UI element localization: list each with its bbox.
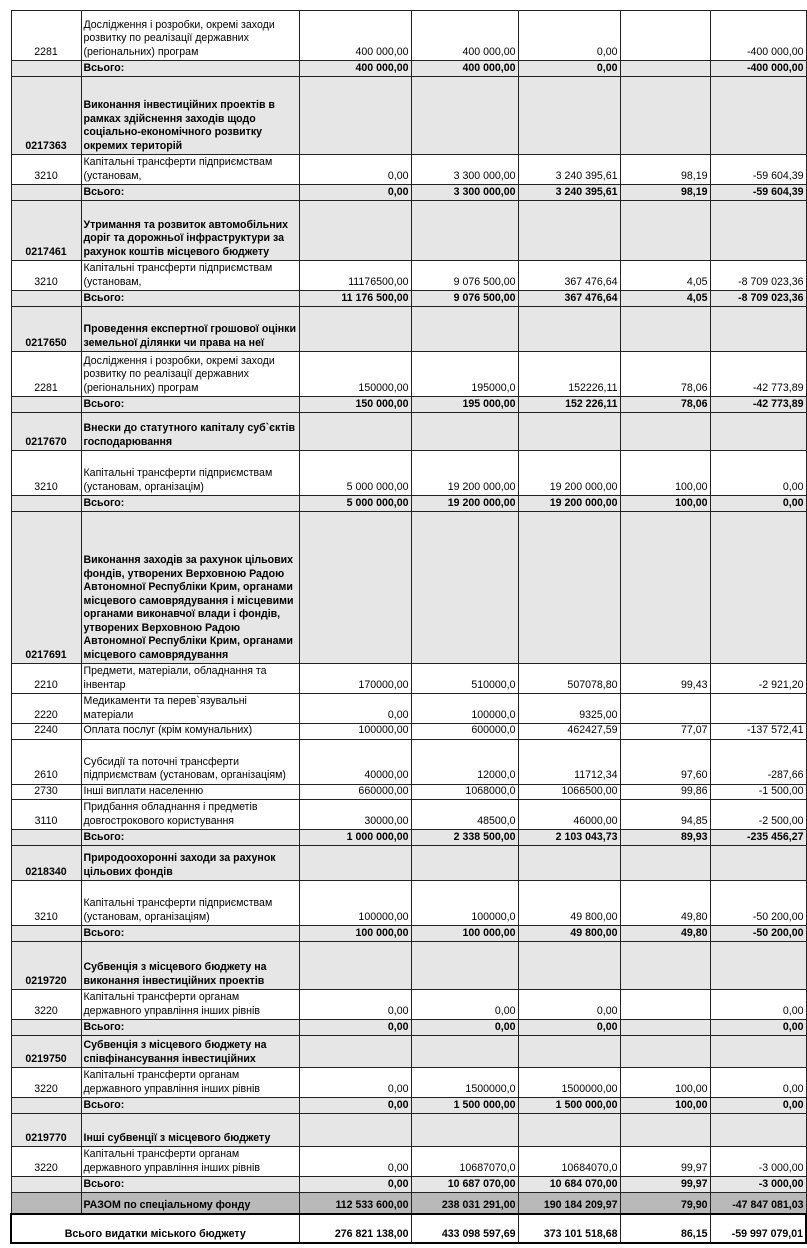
empty-cell <box>518 1114 620 1147</box>
empty-cell <box>299 942 411 990</box>
adjusted-plan-value: 9 076 500,00 <box>411 291 518 307</box>
expense-name: Капітальні трансферти органам державного управління інших рівнів <box>81 1068 299 1098</box>
empty-cell <box>620 512 710 664</box>
program-name: Проведення експертної грошової оцінки земельної ділянки чи права на неї <box>81 307 299 352</box>
program-code: 0217363 <box>11 77 81 155</box>
empty-cell <box>411 413 518 451</box>
percent-value: 4,05 <box>620 291 710 307</box>
adjusted-plan-value: 100000,0 <box>411 694 518 724</box>
percent-value: 49,80 <box>620 881 710 926</box>
expense-row <box>11 261 806 291</box>
plan-value: 0,00 <box>299 694 411 724</box>
row-code <box>11 496 81 512</box>
adjusted-plan-value: 400 000,00 <box>411 61 518 77</box>
empty-cell <box>518 413 620 451</box>
subtotal-row <box>11 1020 806 1036</box>
row-label: Всього: <box>81 926 299 942</box>
percent-value: 100,00 <box>620 1098 710 1114</box>
program-name: Субвенція з місцевого бюджету на виконання інвестиційних проектів <box>81 942 299 990</box>
actual-value: 0,00 <box>518 1020 620 1036</box>
adjusted-plan-value: 48500,0 <box>411 800 518 830</box>
deviation-value: -3 000,00 <box>710 1177 806 1193</box>
empty-cell <box>518 307 620 352</box>
expense-row <box>11 881 806 926</box>
empty-cell <box>710 413 806 451</box>
empty-cell <box>299 1114 411 1147</box>
percent-value: 49,80 <box>620 926 710 942</box>
actual-value: 0,00 <box>518 990 620 1020</box>
kekv-code: 2281 <box>11 11 81 61</box>
kekv-code: 2730 <box>11 784 81 800</box>
actual-value: 373 101 518,68 <box>518 1214 620 1243</box>
expenditure-table <box>10 10 807 1244</box>
program-code: 0217691 <box>11 512 81 664</box>
expense-row <box>11 451 806 496</box>
percent-value: 77,07 <box>620 724 710 740</box>
expense-name: Придбання обладнання і предметів довгострокового користування <box>81 800 299 830</box>
empty-cell <box>620 942 710 990</box>
plan-value: 5 000 000,00 <box>299 496 411 512</box>
program-code: 0218340 <box>11 846 81 881</box>
empty-cell <box>518 942 620 990</box>
subtotal-row <box>11 185 806 201</box>
actual-value: 11712,34 <box>518 739 620 784</box>
adjusted-plan-value: 19 200 000,00 <box>411 496 518 512</box>
program-group-row <box>11 942 806 990</box>
plan-value: 150 000,00 <box>299 397 411 413</box>
program-name: Інші субвенції з місцевого бюджету <box>81 1114 299 1147</box>
row-label: Всього: <box>81 397 299 413</box>
program-group-row <box>11 846 806 881</box>
empty-cell <box>411 846 518 881</box>
deviation-value: -400 000,00 <box>710 61 806 77</box>
kekv-code: 3210 <box>11 881 81 926</box>
plan-value: 170000,00 <box>299 664 411 694</box>
subtotal-row <box>11 830 806 846</box>
plan-value: 40000,00 <box>299 739 411 784</box>
program-code: 0219720 <box>11 942 81 990</box>
adjusted-plan-value: 9 076 500,00 <box>411 261 518 291</box>
empty-cell <box>411 201 518 261</box>
adjusted-plan-value: 600000,0 <box>411 724 518 740</box>
actual-value: 49 800,00 <box>518 926 620 942</box>
kekv-code: 3220 <box>11 990 81 1020</box>
expense-name: Дослідження і розробки, окремі заходи розвитку по реалізації державних (регіональних) програм <box>81 11 299 61</box>
expense-name: Предмети, матеріали, обладнання та інвентар <box>81 664 299 694</box>
deviation-value: -137 572,41 <box>710 724 806 740</box>
empty-cell <box>710 942 806 990</box>
percent-value: 4,05 <box>620 261 710 291</box>
expense-name: Капітальні трансферти органам державного управління інших рівнів <box>81 1147 299 1177</box>
program-name: Утримання та розвиток автомобільних доріг та дорожньої інфраструктури за рахунок коштів місцевого бюджету <box>81 201 299 261</box>
plan-value: 276 821 138,00 <box>299 1214 411 1243</box>
plan-value: 0,00 <box>299 155 411 185</box>
actual-value: 9325,00 <box>518 694 620 724</box>
kekv-code: 2610 <box>11 739 81 784</box>
table-body <box>11 11 806 1244</box>
program-group-row <box>11 77 806 155</box>
row-code <box>11 926 81 942</box>
program-code: 0219770 <box>11 1114 81 1147</box>
expense-name: Дослідження і розробки, окремі заходи розвитку по реалізації державних (регіональних) програм <box>81 352 299 397</box>
percent-value: 99,97 <box>620 1177 710 1193</box>
plan-value: 1 000 000,00 <box>299 830 411 846</box>
percent-value: 86,15 <box>620 1214 710 1243</box>
plan-value: 0,00 <box>299 1068 411 1098</box>
row-code <box>11 291 81 307</box>
plan-value: 0,00 <box>299 1020 411 1036</box>
program-name: Виконання інвестиційних проектів в рамках здійснення заходів щодо соціально-економічного розвитку окремих територій <box>81 77 299 155</box>
kekv-code: 2281 <box>11 352 81 397</box>
program-name: Природоохоронні заходи за рахунок цільових фондів <box>81 846 299 881</box>
adjusted-plan-value: 10 687 070,00 <box>411 1177 518 1193</box>
row-code <box>11 1020 81 1036</box>
program-group-row <box>11 201 806 261</box>
expense-name: Медикаменти та перев`язувальні матеріали <box>81 694 299 724</box>
plan-value: 400 000,00 <box>299 61 411 77</box>
empty-cell <box>411 77 518 155</box>
percent-value: 99,43 <box>620 664 710 694</box>
program-group-row <box>11 413 806 451</box>
plan-value: 100000,00 <box>299 724 411 740</box>
deviation-value: -3 000,00 <box>710 1147 806 1177</box>
empty-cell <box>518 77 620 155</box>
expense-row <box>11 352 806 397</box>
plan-value: 11176500,00 <box>299 261 411 291</box>
deviation-value: -42 773,89 <box>710 397 806 413</box>
plan-value: 400 000,00 <box>299 11 411 61</box>
deviation-value: 0,00 <box>710 451 806 496</box>
deviation-value: -59 997 079,01 <box>710 1214 806 1243</box>
adjusted-plan-value: 3 300 000,00 <box>411 155 518 185</box>
plan-value: 0,00 <box>299 990 411 1020</box>
plan-value: 0,00 <box>299 185 411 201</box>
empty-cell <box>710 201 806 261</box>
adjusted-plan-value: 0,00 <box>411 990 518 1020</box>
adjusted-plan-value: 3 300 000,00 <box>411 185 518 201</box>
empty-cell <box>299 846 411 881</box>
adjusted-plan-value: 2 338 500,00 <box>411 830 518 846</box>
actual-value: 10 684 070,00 <box>518 1177 620 1193</box>
empty-cell <box>518 846 620 881</box>
actual-value: 3 240 395,61 <box>518 185 620 201</box>
row-label: Всього: <box>81 496 299 512</box>
actual-value: 10684070,0 <box>518 1147 620 1177</box>
deviation-value: -2 500,00 <box>710 800 806 830</box>
deviation-value: -8 709 023,36 <box>710 261 806 291</box>
adjusted-plan-value: 1068000,0 <box>411 784 518 800</box>
empty-cell <box>620 307 710 352</box>
actual-value: 0,00 <box>518 61 620 77</box>
actual-value: 507078,80 <box>518 664 620 694</box>
deviation-value: 0,00 <box>710 1068 806 1098</box>
percent-value <box>620 11 710 61</box>
deviation-value: -1 500,00 <box>710 784 806 800</box>
row-label: Всього: <box>81 1020 299 1036</box>
adjusted-plan-value: 195 000,00 <box>411 397 518 413</box>
deviation-value: 0,00 <box>710 990 806 1020</box>
expense-name: Інші виплати населенню <box>81 784 299 800</box>
deviation-value: -59 604,39 <box>710 185 806 201</box>
empty-cell <box>518 1036 620 1068</box>
program-name: Виконання заходів за рахунок цільових фондів, утворених Верховною Радою Автономної Республіки Крим, органами місцевого самоврядування і місцевими органами виконавчої влади і фондів, утворених Верховною Радою Автономної Республіки Крим, органами місцевого самоврядування <box>81 512 299 664</box>
empty-cell <box>299 413 411 451</box>
empty-cell <box>411 1114 518 1147</box>
actual-value: 49 800,00 <box>518 881 620 926</box>
adjusted-plan-value: 0,00 <box>411 1020 518 1036</box>
row-code <box>11 185 81 201</box>
adjusted-plan-value: 510000,0 <box>411 664 518 694</box>
percent-value <box>620 990 710 1020</box>
percent-value: 94,85 <box>620 800 710 830</box>
row-label: Всього: <box>81 291 299 307</box>
percent-value: 99,97 <box>620 1147 710 1177</box>
adjusted-plan-value: 238 031 291,00 <box>411 1193 518 1215</box>
plan-value: 0,00 <box>299 1098 411 1114</box>
row-label: Всього: <box>81 1177 299 1193</box>
program-group-row <box>11 512 806 664</box>
actual-value: 1066500,00 <box>518 784 620 800</box>
actual-value: 46000,00 <box>518 800 620 830</box>
plan-value: 150000,00 <box>299 352 411 397</box>
deviation-value: 0,00 <box>710 496 806 512</box>
plan-value: 5 000 000,00 <box>299 451 411 496</box>
program-name: Субвенція з місцевого бюджету на співфінансування інвестиційних <box>81 1036 299 1068</box>
kekv-code: 3220 <box>11 1068 81 1098</box>
empty-cell <box>620 413 710 451</box>
kekv-code: 3210 <box>11 451 81 496</box>
adjusted-plan-value: 195000,0 <box>411 352 518 397</box>
actual-value: 152 226,11 <box>518 397 620 413</box>
expense-row <box>11 1147 806 1177</box>
empty-cell <box>518 201 620 261</box>
percent-value <box>620 1020 710 1036</box>
deviation-value: -8 709 023,36 <box>710 291 806 307</box>
empty-cell <box>299 512 411 664</box>
deviation-value: -59 604,39 <box>710 155 806 185</box>
adjusted-plan-value: 1 500 000,00 <box>411 1098 518 1114</box>
program-group-row <box>11 1114 806 1147</box>
actual-value: 1500000,00 <box>518 1068 620 1098</box>
kekv-code: 3110 <box>11 800 81 830</box>
subtotal-row <box>11 1177 806 1193</box>
expense-name: Капітальні трансферти підприємствам (установам, організацім) <box>81 451 299 496</box>
actual-value: 462427,59 <box>518 724 620 740</box>
empty-cell <box>299 1036 411 1068</box>
percent-value <box>620 61 710 77</box>
expense-row <box>11 155 806 185</box>
expense-row <box>11 724 806 740</box>
subtotal-row <box>11 291 806 307</box>
percent-value: 98,19 <box>620 155 710 185</box>
empty-cell <box>620 846 710 881</box>
plan-value: 112 533 600,00 <box>299 1193 411 1215</box>
row-label: РАЗОМ по спеціальному фонду <box>81 1193 299 1215</box>
row-code <box>11 397 81 413</box>
empty-cell <box>411 942 518 990</box>
actual-value: 0,00 <box>518 11 620 61</box>
row-code <box>11 1193 81 1215</box>
expense-row <box>11 800 806 830</box>
kekv-code: 3210 <box>11 261 81 291</box>
empty-cell <box>299 201 411 261</box>
expense-row <box>11 664 806 694</box>
subtotal-row <box>11 397 806 413</box>
program-group-row <box>11 1036 806 1068</box>
row-label: Всього: <box>81 830 299 846</box>
program-code: 0217670 <box>11 413 81 451</box>
empty-cell <box>411 512 518 664</box>
kekv-code: 3210 <box>11 155 81 185</box>
expense-row <box>11 784 806 800</box>
kekv-code: 2220 <box>11 694 81 724</box>
expense-name: Капітальні трансферти органам державного управління інших рівнів <box>81 990 299 1020</box>
adjusted-plan-value: 12000,0 <box>411 739 518 784</box>
expense-name: Капітальні трансферти підприємствам (установам, організаціям) <box>81 881 299 926</box>
empty-cell <box>710 846 806 881</box>
row-label: Всього: <box>81 1098 299 1114</box>
adjusted-plan-value: 10687070,0 <box>411 1147 518 1177</box>
adjusted-plan-value: 1500000,0 <box>411 1068 518 1098</box>
deviation-value: -50 200,00 <box>710 881 806 926</box>
percent-value: 100,00 <box>620 451 710 496</box>
percent-value: 78,06 <box>620 352 710 397</box>
program-code: 0219750 <box>11 1036 81 1068</box>
percent-value: 97,60 <box>620 739 710 784</box>
percent-value: 78,06 <box>620 397 710 413</box>
empty-cell <box>710 1036 806 1068</box>
deviation-value: -47 847 081,03 <box>710 1193 806 1215</box>
deviation-value: -287,66 <box>710 739 806 784</box>
plan-value: 11 176 500,00 <box>299 291 411 307</box>
empty-cell <box>710 1114 806 1147</box>
deviation-value: -50 200,00 <box>710 926 806 942</box>
percent-value <box>620 694 710 724</box>
percent-value: 89,93 <box>620 830 710 846</box>
percent-value: 98,19 <box>620 185 710 201</box>
empty-cell <box>411 307 518 352</box>
deviation-value <box>710 694 806 724</box>
expense-row <box>11 990 806 1020</box>
actual-value: 2 103 043,73 <box>518 830 620 846</box>
row-label: Всього: <box>81 185 299 201</box>
row-code <box>11 830 81 846</box>
kekv-code: 3220 <box>11 1147 81 1177</box>
plan-value: 0,00 <box>299 1147 411 1177</box>
adjusted-plan-value: 100 000,00 <box>411 926 518 942</box>
program-code: 0217650 <box>11 307 81 352</box>
actual-value: 152226,11 <box>518 352 620 397</box>
subtotal-row <box>11 496 806 512</box>
empty-cell <box>620 201 710 261</box>
empty-cell <box>299 307 411 352</box>
row-code <box>11 1177 81 1193</box>
expense-name: Капітальні трансферти підприємствам (установам, <box>81 261 299 291</box>
expense-row <box>11 739 806 784</box>
row-code <box>11 61 81 77</box>
empty-cell <box>710 512 806 664</box>
expense-row <box>11 1068 806 1098</box>
row-code <box>11 1098 81 1114</box>
row-label: Всього: <box>81 61 299 77</box>
adjusted-plan-value: 100000,0 <box>411 881 518 926</box>
special-fund-total-row <box>11 1193 806 1215</box>
adjusted-plan-value: 400 000,00 <box>411 11 518 61</box>
actual-value: 190 184 209,97 <box>518 1193 620 1215</box>
deviation-value: -400 000,00 <box>710 11 806 61</box>
plan-value: 100000,00 <box>299 881 411 926</box>
adjusted-plan-value: 19 200 000,00 <box>411 451 518 496</box>
deviation-value: 0,00 <box>710 1020 806 1036</box>
expense-name: Субсидії та поточні трансферти підприємствам (установам, організаціям) <box>81 739 299 784</box>
deviation-value: -42 773,89 <box>710 352 806 397</box>
empty-cell <box>518 512 620 664</box>
empty-cell <box>710 307 806 352</box>
empty-cell <box>299 77 411 155</box>
city-budget-total-row <box>11 1214 806 1243</box>
actual-value: 19 200 000,00 <box>518 496 620 512</box>
empty-cell <box>620 1036 710 1068</box>
plan-value: 660000,00 <box>299 784 411 800</box>
program-name: Внески до статутного капіталу суб`єктів господарювання <box>81 413 299 451</box>
empty-cell <box>620 77 710 155</box>
actual-value: 367 476,64 <box>518 291 620 307</box>
row-label: Всього видатки міського бюджету <box>11 1214 299 1243</box>
percent-value: 79,90 <box>620 1193 710 1215</box>
expense-name: Капітальні трансферти підприємствам (установам, <box>81 155 299 185</box>
subtotal-row <box>11 61 806 77</box>
program-group-row <box>11 307 806 352</box>
empty-cell <box>411 1036 518 1068</box>
adjusted-plan-value: 433 098 597,69 <box>411 1214 518 1243</box>
kekv-code: 2240 <box>11 724 81 740</box>
actual-value: 1 500 000,00 <box>518 1098 620 1114</box>
deviation-value: 0,00 <box>710 1098 806 1114</box>
deviation-value: -2 921,20 <box>710 664 806 694</box>
subtotal-row <box>11 926 806 942</box>
empty-cell <box>710 77 806 155</box>
expense-row <box>11 11 806 61</box>
kekv-code: 2210 <box>11 664 81 694</box>
actual-value: 367 476,64 <box>518 261 620 291</box>
expense-row <box>11 694 806 724</box>
expense-name: Оплата послуг (крім комунальних) <box>81 724 299 740</box>
plan-value: 100 000,00 <box>299 926 411 942</box>
program-code: 0217461 <box>11 201 81 261</box>
percent-value: 100,00 <box>620 496 710 512</box>
plan-value: 30000,00 <box>299 800 411 830</box>
deviation-value: -235 456,27 <box>710 830 806 846</box>
empty-cell <box>620 1114 710 1147</box>
plan-value: 0,00 <box>299 1177 411 1193</box>
actual-value: 3 240 395,61 <box>518 155 620 185</box>
actual-value: 19 200 000,00 <box>518 451 620 496</box>
percent-value: 100,00 <box>620 1068 710 1098</box>
subtotal-row <box>11 1098 806 1114</box>
percent-value: 99,86 <box>620 784 710 800</box>
